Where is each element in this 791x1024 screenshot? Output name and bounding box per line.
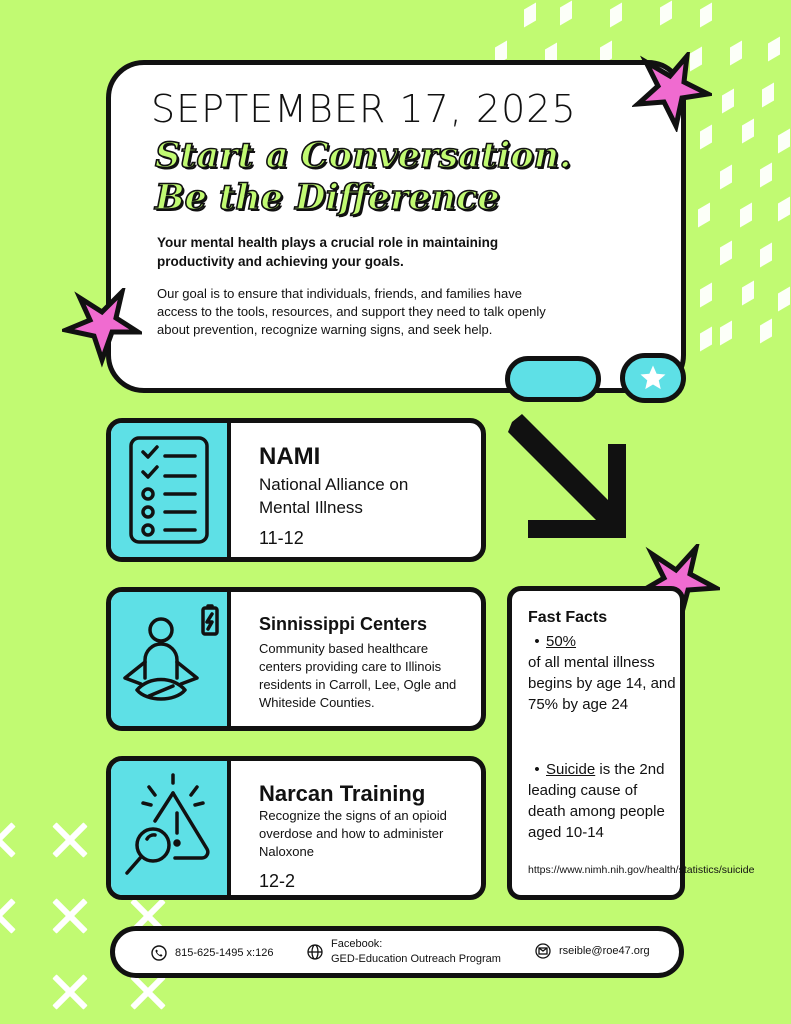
star-icon bbox=[638, 363, 668, 393]
session-icon-box bbox=[111, 761, 231, 895]
contact-footer bbox=[110, 926, 684, 978]
contact-email bbox=[535, 943, 650, 959]
session-title: Narcan Training bbox=[259, 781, 426, 806]
facebook-page-name[interactable]: GED-Education Outreach Program bbox=[331, 953, 501, 965]
fast-facts-title: Fast Facts bbox=[528, 609, 608, 626]
pink-star-icon bbox=[62, 288, 142, 368]
pink-star-icon bbox=[632, 52, 712, 132]
phone-icon bbox=[151, 945, 167, 961]
session-description: National Alliance on Mental Illness bbox=[259, 475, 409, 517]
mail-icon bbox=[535, 943, 551, 959]
session-icon-box bbox=[111, 423, 231, 557]
fact-item: • 50% of all mental illness begins by age 14, and 75% by age 24 bbox=[528, 631, 678, 715]
arrow-down-right-icon bbox=[500, 414, 635, 542]
meditation-icon bbox=[119, 604, 219, 714]
fact-highlight: 50% bbox=[546, 633, 577, 650]
headline bbox=[155, 135, 675, 219]
session-description: Recognize the signs of an opioid overdose and how to administer Naloxone bbox=[259, 808, 447, 859]
lead-paragraph: Your mental health plays a crucial role in maintaining productivity and achieving your goals. bbox=[157, 235, 499, 269]
session-card-nami bbox=[106, 418, 486, 562]
fact-text: is the 2nd leading cause of death among people aged 10-14 bbox=[528, 761, 665, 841]
session-title: NAMI bbox=[259, 443, 321, 470]
contact-phone bbox=[151, 945, 273, 961]
hero-card bbox=[106, 60, 686, 393]
star-badge bbox=[620, 353, 686, 403]
event-date: SEPTEMBER 17, 2025 bbox=[151, 87, 577, 131]
fact-highlight: Suicide bbox=[546, 761, 596, 778]
fact-item: • Suicide is the 2nd leading cause of death among people aged 10-14 bbox=[528, 761, 665, 841]
globe-icon bbox=[307, 944, 323, 960]
email-address[interactable]: rseible@roe47.org bbox=[559, 944, 650, 957]
decorative-pill bbox=[505, 356, 601, 402]
session-card-narcan bbox=[106, 756, 486, 900]
goal-paragraph: Our goal is to ensure that individuals, friends, and families have access to the tools, resources, and support they need to talk openly about prevention, recognize warning signs, and seek help. bbox=[157, 286, 546, 337]
fact-source-link[interactable]: https://www.nimh.nih.gov/health/statistics/suicide bbox=[528, 864, 755, 876]
session-icon-box bbox=[111, 592, 231, 726]
session-description: Community based healthcare centers providing care to Illinois residents in Carroll, Lee, Ogle and Whiteside Counties. bbox=[259, 641, 457, 710]
phone-number[interactable]: 815-625-1495 x:126 bbox=[175, 946, 274, 959]
session-title: Sinnissippi Centers bbox=[259, 614, 428, 634]
headline-line-2: Be the Difference bbox=[155, 177, 500, 218]
fact-text: of all mental illness begins by age 14, and 75% by age 24 bbox=[528, 654, 676, 713]
fast-facts-card bbox=[507, 586, 755, 900]
headline-line-1: Start a Conversation. bbox=[155, 135, 572, 176]
session-time: 11-12 bbox=[259, 528, 304, 548]
facebook-label: Facebook: bbox=[331, 938, 383, 950]
checklist-icon bbox=[127, 434, 211, 546]
warning-magnifier-icon bbox=[119, 773, 219, 883]
session-card-sinnissippi bbox=[106, 587, 486, 731]
session-time: 12-2 bbox=[259, 871, 296, 891]
contact-facebook bbox=[307, 937, 501, 967]
